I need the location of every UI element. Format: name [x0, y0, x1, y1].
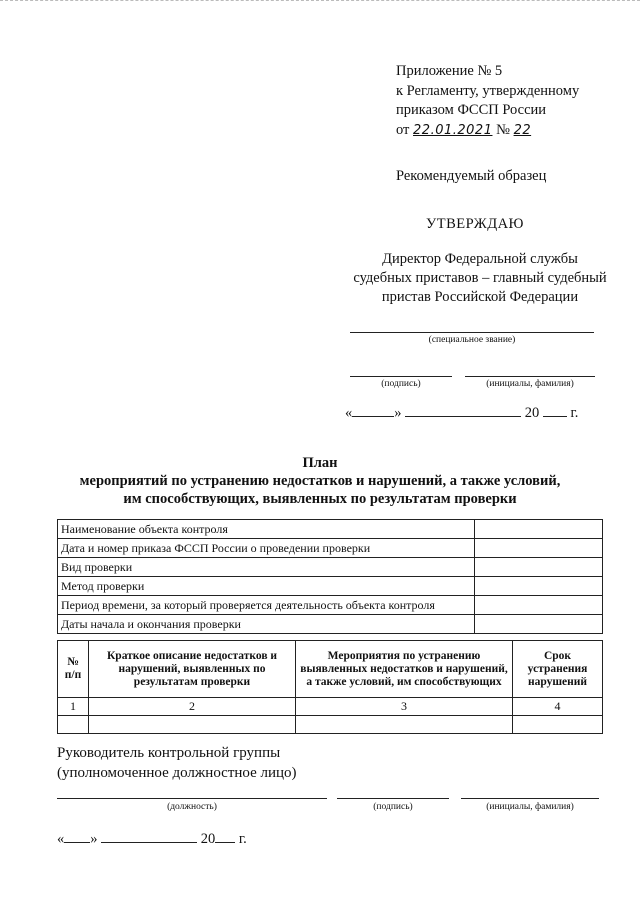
- group-initials-line: [461, 798, 599, 799]
- group-sign-line: [337, 798, 449, 799]
- month-blank: [405, 404, 521, 417]
- header-description: Краткое описание недостатков и нарушений, выявленных по результатам проверки: [89, 641, 296, 698]
- plan-title: План мероприятий по устранению недостатков и нарушений, а также условий, им способствующих, выявленных по результатам проверки: [79, 455, 561, 507]
- table-row: Наименование объекта контроля: [58, 520, 603, 539]
- table-row: Метод проверки: [58, 577, 603, 596]
- footer-date: « » 20 г.: [57, 831, 247, 847]
- appendix-date-line: от 22.01.2021 № 22: [396, 121, 532, 138]
- group-head-title: Руководитель контрольной группы (уполномоченное должностное лицо): [57, 745, 297, 781]
- position-caption: (должность): [167, 802, 217, 812]
- recommended-sample: Рекомендуемый образец: [396, 168, 547, 184]
- director-title: Директор Федеральной службы судебных приставов – главный судебный пристав Российской Федерации: [353, 251, 607, 305]
- year-blank: [543, 404, 567, 417]
- value-cell: [475, 577, 603, 596]
- table-row: Вид проверки: [58, 558, 603, 577]
- rank-line: [350, 332, 594, 333]
- appendix-header: [396, 62, 626, 140]
- value-cell: [475, 520, 603, 539]
- table-row: [58, 716, 603, 734]
- month-blank: [101, 830, 197, 843]
- handwritten-date: 22.01.2021: [413, 122, 493, 138]
- header-deadline: Срок устранения нарушений: [513, 641, 603, 698]
- rank-caption: (специальное звание): [428, 335, 516, 345]
- top-border: [0, 0, 640, 1]
- approve-date: « » 20 г.: [345, 405, 579, 421]
- appendix-number: Приложение № 5: [396, 63, 503, 79]
- appendix-regulation: к Регламенту, утвержденному: [396, 82, 580, 99]
- table-row: Даты начала и окончания проверки: [58, 615, 603, 634]
- position-line: [57, 798, 327, 799]
- sign-line: [350, 376, 452, 377]
- value-cell: [475, 615, 603, 634]
- value-cell: [475, 596, 603, 615]
- day-blank: [352, 404, 394, 417]
- initials-caption: (инициалы, фамилия): [486, 379, 574, 389]
- initials-line: [465, 376, 595, 377]
- table-row: 1 2 3 4: [58, 698, 603, 716]
- header-number: № п/п: [58, 641, 89, 698]
- header-row: [58, 641, 603, 698]
- year-blank: [215, 830, 235, 843]
- table-row: Период времени, за который проверяется деятельность объекта контроля: [58, 596, 603, 615]
- control-object-table: [57, 519, 603, 634]
- approve-heading: УТВЕРЖДАЮ: [426, 216, 524, 232]
- group-initials-caption: (инициалы, фамилия): [486, 802, 574, 812]
- handwritten-number: 22: [513, 122, 532, 138]
- appendix-order: приказом ФССП России: [396, 102, 547, 118]
- table-row: Дата и номер приказа ФССП России о проведении проверки: [58, 539, 603, 558]
- header-measures: Мероприятия по устранению выявленных недостатков и нарушений, а также условий, им способствующих: [296, 641, 513, 698]
- measures-table: [57, 640, 603, 734]
- value-cell: [475, 539, 603, 558]
- day-blank: [64, 830, 90, 843]
- value-cell: [475, 558, 603, 577]
- sign-caption: (подпись): [381, 379, 421, 389]
- group-sign-caption: (подпись): [373, 802, 413, 812]
